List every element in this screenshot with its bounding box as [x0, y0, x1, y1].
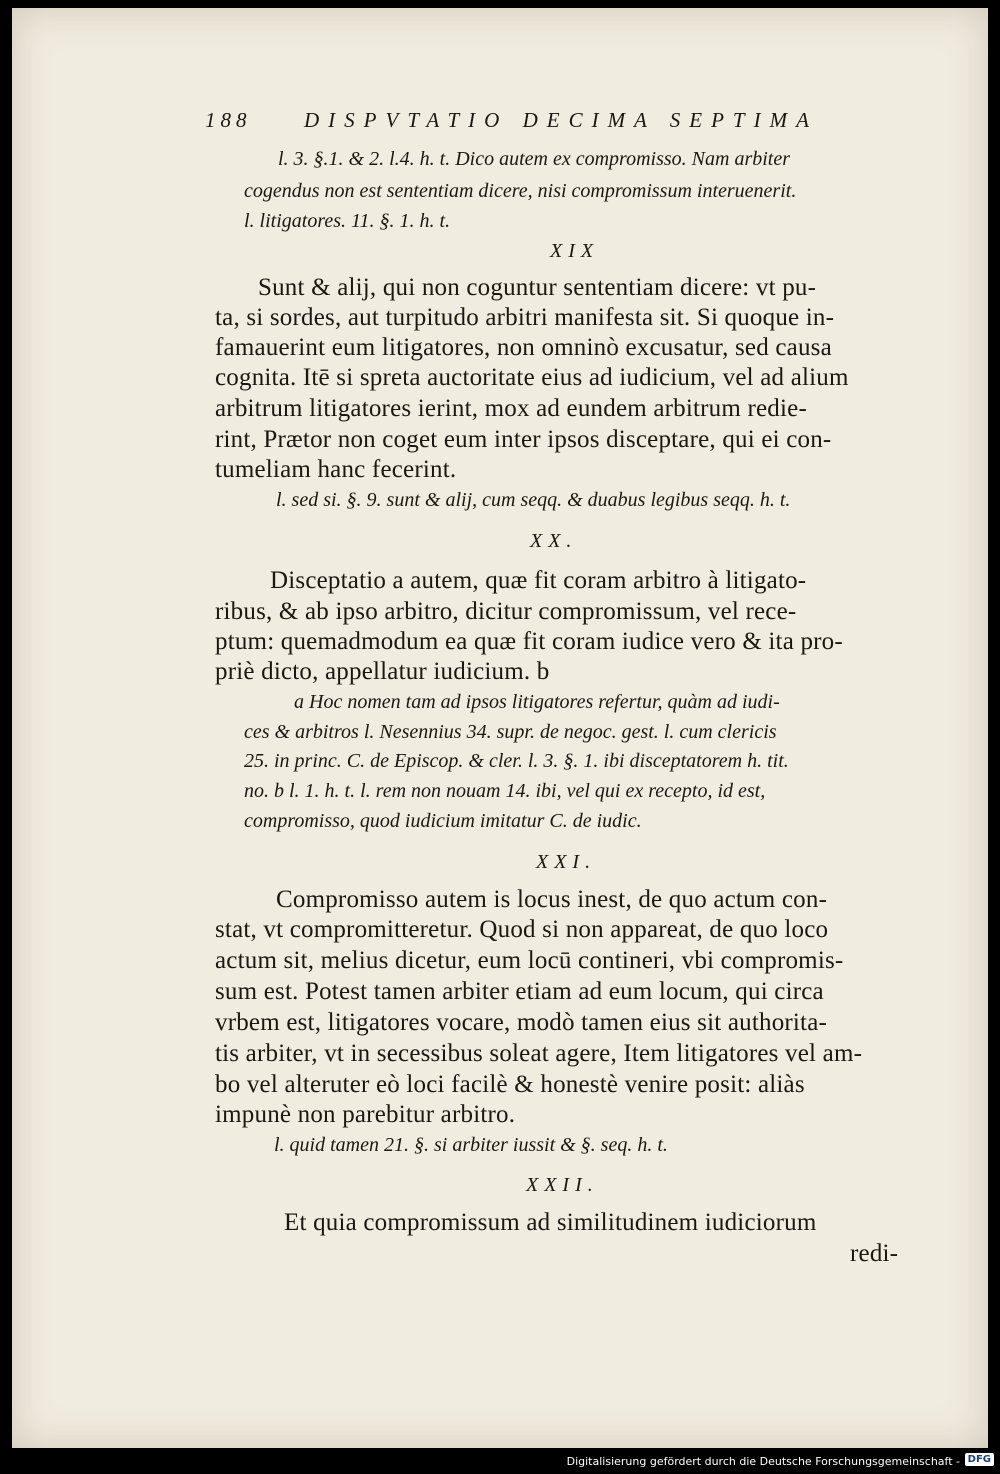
- body-line: bo vel alteruter eò loci facilè & honestè venire posit: aliàs: [215, 1071, 805, 1098]
- body-line: ta, si sordes, aut turpitudo arbitri manifesta sit. Si quoque in-: [215, 304, 835, 331]
- section-heading: XIX: [550, 240, 600, 262]
- body-line: ribus, & ab ipso arbitro, dicitur compromissum, vel rece-: [215, 598, 797, 625]
- body-line: impunè non parebitur arbitro.: [215, 1101, 516, 1128]
- note-line: no. b l. 1. h. t. l. rem non nouam 14. ibi, vel qui ex recepto, id est,: [244, 780, 766, 802]
- body-line: Sunt & alij, qui non coguntur sententiam dicere: vt pu-: [258, 274, 817, 301]
- note-line: ces & arbitros l. Nesennius 34. supr. de negoc. gest. l. cum clericis: [244, 721, 777, 743]
- intro-line: l. 3. §.1. & 2. l.4. h. t. Dico autem ex compromisso. Nam arbiter: [278, 148, 791, 170]
- section-heading: XXII.: [526, 1174, 599, 1196]
- body-line: tumeliam hanc fecerint.: [215, 456, 457, 483]
- note-line: a Hoc nomen tam ad ipsos litigatores refertur, quàm ad iudi-: [294, 691, 780, 713]
- page-number: 188: [205, 108, 252, 132]
- book-page: [12, 8, 988, 1448]
- body-line: Et quia compromissum ad similitudinem iudiciorum: [284, 1209, 817, 1236]
- note-line: 25. in princ. C. de Episcop. & cler. l. 3. §. 1. ibi disceptatorem h. tit.: [244, 750, 789, 772]
- body-line: stat, vt compromitteretur. Quod si non appareat, de quo loco: [215, 916, 829, 943]
- body-line: cognita. Itē si spreta auctoritate eius ad iudicium, vel ad alium: [215, 364, 849, 391]
- body-line: vrbem est, litigatores vocare, modò tamen eius sit authorita-: [215, 1009, 828, 1036]
- section-heading: XX.: [530, 530, 578, 552]
- body-line: priè dicto, appellatur iudicium. b: [215, 658, 550, 685]
- footer-credit: Digitalisierung gefördert durch die Deutsche Forschungsgemeinschaft -: [566, 1455, 960, 1468]
- catchword: redi-: [850, 1240, 899, 1267]
- running-title: DISPVTATIO DECIMA SEPTIMA: [304, 108, 818, 132]
- body-line: tis arbiter, vt in secessibus soleat agere, Item litigatores vel am-: [215, 1040, 863, 1067]
- intro-line: cogendus non est sententiam dicere, nisi compromissum interuenerit.: [244, 180, 797, 202]
- note-line: compromisso, quod iudicium imitatur C. de iudic.: [244, 810, 642, 832]
- body-line: Compromisso autem is locus inest, de quo actum con-: [276, 886, 828, 913]
- digitization-footer: [0, 1448, 1000, 1474]
- citation: l. sed si. §. 9. sunt & alij, cum seqq. & duabus legibus seqq. h. t.: [276, 489, 791, 511]
- body-line: famauerint eum litigatores, non omninò excusatur, sed causa: [215, 334, 832, 361]
- body-line: sum est. Potest tamen arbiter etiam ad eum locum, qui circa: [215, 978, 824, 1005]
- citation: l. quid tamen 21. §. si arbiter iussit & §. seq. h. t.: [274, 1134, 668, 1156]
- body-line: actum sit, melius dicetur, eum locū contineri, vbi compromis-: [215, 947, 844, 974]
- body-line: ptum: quemadmodum ea quæ fit coram iudice vero & ita pro-: [215, 628, 843, 655]
- intro-line: l. litigatores. 11. §. 1. h. t.: [244, 210, 451, 232]
- body-line: Disceptatio a autem, quæ fit coram arbitro à litigato-: [270, 567, 807, 594]
- dfg-logo: DFG: [965, 1453, 994, 1466]
- body-line: rint, Prætor non coget eum inter ipsos disceptare, qui ei con-: [215, 426, 832, 453]
- body-line: arbitrum litigatores ierint, mox ad eundem arbitrum redie-: [215, 395, 807, 422]
- section-heading: XXI.: [536, 851, 597, 873]
